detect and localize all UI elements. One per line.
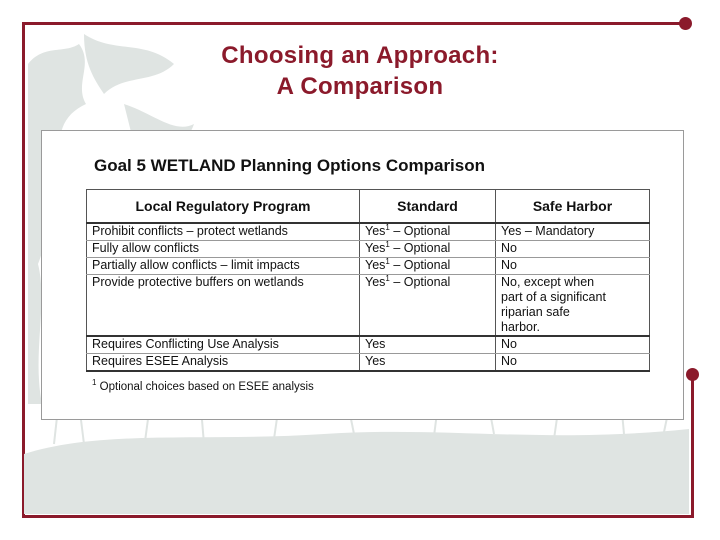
table-row — [87, 258, 650, 275]
cell-standard: Yes$^1$ – Optional — [360, 275, 496, 337]
cell-program: Prohibit conflicts – protect wetlands — [87, 223, 360, 241]
slide-title-line-1: Choosing an Approach: — [221, 42, 499, 69]
cell-program: Requires Conflicting Use Analysis — [87, 336, 360, 354]
table-row — [87, 223, 650, 241]
table-row — [87, 354, 650, 372]
table-footnote: $^1$ Optional choices based on ESEE analysis — [92, 378, 314, 393]
cell-standard: Yes$^1$ – Optional — [360, 241, 496, 258]
cell-standard: Yes — [360, 354, 496, 372]
comparison-panel — [41, 130, 684, 420]
cell-safe-harbor: No — [496, 241, 650, 258]
slide-title-line-2: A Comparison — [276, 73, 444, 100]
cell-safe-harbor: No — [496, 258, 650, 275]
cell-standard: Yes — [360, 336, 496, 354]
cell-safe-harbor: No, except when part of a significant riparian safe harbor. — [496, 275, 650, 337]
table-row — [87, 275, 650, 337]
comparison-table — [86, 189, 650, 372]
cell-program: Requires ESEE Analysis — [87, 354, 360, 372]
header-safe-harbor: Safe Harbor — [496, 190, 650, 224]
header-program: Local Regulatory Program — [87, 190, 360, 224]
frame-right-line — [691, 376, 694, 518]
cell-program: Provide protective buffers on wetlands — [87, 275, 360, 337]
cell-standard: Yes$^1$ – Optional — [360, 258, 496, 275]
cell-standard: Yes$^1$ – Optional — [360, 223, 496, 241]
table-row — [87, 241, 650, 258]
header-standard: Standard — [360, 190, 496, 224]
cell-safe-harbor: Yes – Mandatory — [496, 223, 650, 241]
table-row — [87, 336, 650, 354]
table-title: Goal 5 WETLAND Planning Options Comparison — [94, 156, 486, 175]
cell-safe-harbor: No — [496, 354, 650, 372]
cell-program: Partially allow conflicts – limit impacts — [87, 258, 360, 275]
cell-safe-harbor: No — [496, 336, 650, 354]
table-header-row — [87, 190, 650, 224]
slide-title — [130, 40, 590, 102]
frame-bottom-line — [22, 515, 694, 518]
cell-program: Fully allow conflicts — [87, 241, 360, 258]
